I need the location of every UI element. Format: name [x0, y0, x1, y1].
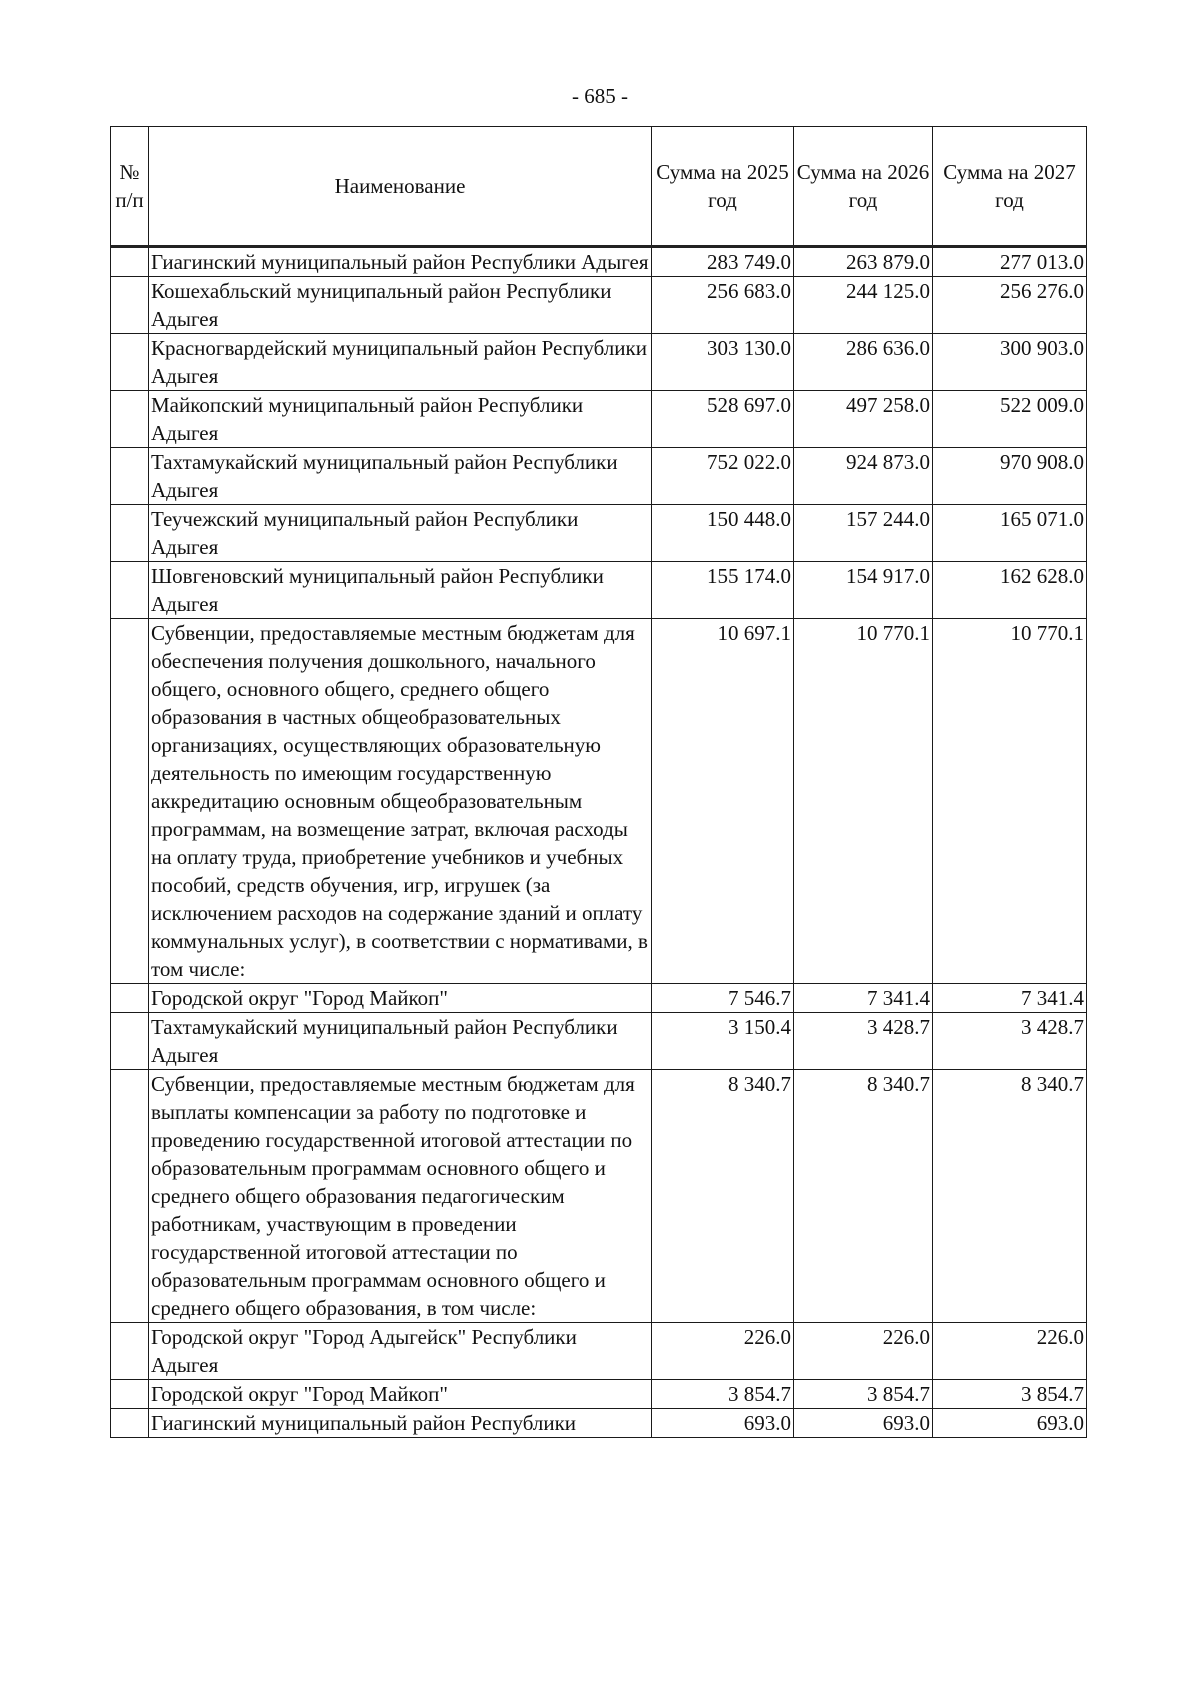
row-name: Городской округ "Город Адыгейск" Республики Адыгея	[149, 1323, 652, 1380]
row-value-2025: 256 683.0	[652, 277, 794, 334]
row-value-2025: 7 546.7	[652, 984, 794, 1013]
row-value-2026: 8 340.7	[794, 1070, 933, 1323]
row-name: Субвенции, предоставляемые местным бюджетам для выплаты компенсации за работу по подготовке и проведению государственной итоговой аттестации по образовательным программам основного общего и среднего общего образования педагогическим работникам, участвующим в проведении государственной итоговой аттестации по образовательным программам основного общего и среднего общего образования, в том числе:	[149, 1070, 652, 1323]
row-value-2027: 693.0	[933, 1409, 1087, 1438]
row-value-2026: 497 258.0	[794, 391, 933, 448]
table-header-row	[111, 127, 1087, 247]
table-row	[111, 247, 1087, 277]
row-name: Тахтамукайский муниципальный район Республики Адыгея	[149, 1013, 652, 1070]
row-number	[111, 1070, 149, 1323]
row-number	[111, 984, 149, 1013]
row-name: Городской округ "Город Майкоп"	[149, 1380, 652, 1409]
budget-table	[110, 126, 1087, 1438]
row-value-2026: 244 125.0	[794, 277, 933, 334]
table-row	[111, 334, 1087, 391]
row-value-2026: 7 341.4	[794, 984, 933, 1013]
row-number	[111, 391, 149, 448]
table-row	[111, 391, 1087, 448]
row-value-2025: 528 697.0	[652, 391, 794, 448]
row-value-2025: 693.0	[652, 1409, 794, 1438]
row-value-2027: 277 013.0	[933, 247, 1087, 277]
table-body	[111, 247, 1087, 1438]
row-value-2027: 226.0	[933, 1323, 1087, 1380]
row-name: Субвенции, предоставляемые местным бюджетам для обеспечения получения дошкольного, начального общего, основного общего, среднего общего образования в частных общеобразовательных организациях, осуществляющих образовательную деятельность по имеющим государственную аккредитацию основным общеобразовательным программам, на возмещение затрат, включая расходы на оплату труда, приобретение учебников и учебных пособий, средств обучения, игр, игрушек (за исключением расходов на содержание зданий и оплату коммунальных услуг), в соответствии с нормативами, в том числе:	[149, 619, 652, 984]
header-number: № п/п	[111, 127, 149, 247]
row-number	[111, 562, 149, 619]
row-value-2027: 7 341.4	[933, 984, 1087, 1013]
table-row	[111, 1380, 1087, 1409]
row-value-2025: 10 697.1	[652, 619, 794, 984]
table-row	[111, 1409, 1087, 1438]
row-value-2025: 3 150.4	[652, 1013, 794, 1070]
table-row	[111, 1070, 1087, 1323]
row-value-2026: 10 770.1	[794, 619, 933, 984]
row-number	[111, 1380, 149, 1409]
row-value-2027: 3 854.7	[933, 1380, 1087, 1409]
row-value-2025: 226.0	[652, 1323, 794, 1380]
header-name: Наименование	[149, 127, 652, 247]
row-value-2027: 300 903.0	[933, 334, 1087, 391]
row-number	[111, 505, 149, 562]
row-name: Красногвардейский муниципальный район Республики Адыгея	[149, 334, 652, 391]
row-number	[111, 1323, 149, 1380]
row-value-2025: 752 022.0	[652, 448, 794, 505]
table-row	[111, 448, 1087, 505]
table-row	[111, 984, 1087, 1013]
table-row	[111, 1013, 1087, 1070]
row-number	[111, 247, 149, 277]
row-name: Гиагинский муниципальный район Республики Адыгея	[149, 247, 652, 277]
row-value-2025: 303 130.0	[652, 334, 794, 391]
row-value-2026: 924 873.0	[794, 448, 933, 505]
row-value-2025: 3 854.7	[652, 1380, 794, 1409]
row-value-2027: 162 628.0	[933, 562, 1087, 619]
row-value-2027: 522 009.0	[933, 391, 1087, 448]
row-name: Теучежский муниципальный район Республики Адыгея	[149, 505, 652, 562]
row-value-2025: 150 448.0	[652, 505, 794, 562]
row-value-2027: 3 428.7	[933, 1013, 1087, 1070]
row-value-2027: 256 276.0	[933, 277, 1087, 334]
header-year-2025: Сумма на 2025 год	[652, 127, 794, 247]
row-value-2026: 3 854.7	[794, 1380, 933, 1409]
row-value-2027: 10 770.1	[933, 619, 1087, 984]
row-name: Гиагинский муниципальный район Республики	[149, 1409, 652, 1438]
row-value-2026: 3 428.7	[794, 1013, 933, 1070]
header-year-2027: Сумма на 2027 год	[933, 127, 1087, 247]
row-value-2026: 263 879.0	[794, 247, 933, 277]
row-value-2027: 165 071.0	[933, 505, 1087, 562]
row-value-2026: 226.0	[794, 1323, 933, 1380]
table-row	[111, 619, 1087, 984]
row-value-2025: 155 174.0	[652, 562, 794, 619]
row-name: Шовгеновский муниципальный район Республики Адыгея	[149, 562, 652, 619]
row-number	[111, 334, 149, 391]
row-value-2025: 283 749.0	[652, 247, 794, 277]
row-value-2027: 970 908.0	[933, 448, 1087, 505]
row-number	[111, 619, 149, 984]
page-number: - 685 -	[572, 84, 628, 108]
table-row	[111, 562, 1087, 619]
table-row	[111, 277, 1087, 334]
row-value-2026: 157 244.0	[794, 505, 933, 562]
row-number	[111, 1013, 149, 1070]
row-number	[111, 1409, 149, 1438]
row-name: Кошехабльский муниципальный район Республики Адыгея	[149, 277, 652, 334]
row-value-2025: 8 340.7	[652, 1070, 794, 1323]
row-value-2026: 693.0	[794, 1409, 933, 1438]
row-value-2026: 286 636.0	[794, 334, 933, 391]
row-value-2026: 154 917.0	[794, 562, 933, 619]
table-row	[111, 1323, 1087, 1380]
row-number	[111, 448, 149, 505]
row-number	[111, 277, 149, 334]
row-name: Майкопский муниципальный район Республики Адыгея	[149, 391, 652, 448]
header-year-2026: Сумма на 2026 год	[794, 127, 933, 247]
row-value-2027: 8 340.7	[933, 1070, 1087, 1323]
row-name: Тахтамукайский муниципальный район Республики Адыгея	[149, 448, 652, 505]
table-row	[111, 505, 1087, 562]
row-name: Городской округ "Город Майкоп"	[149, 984, 652, 1013]
